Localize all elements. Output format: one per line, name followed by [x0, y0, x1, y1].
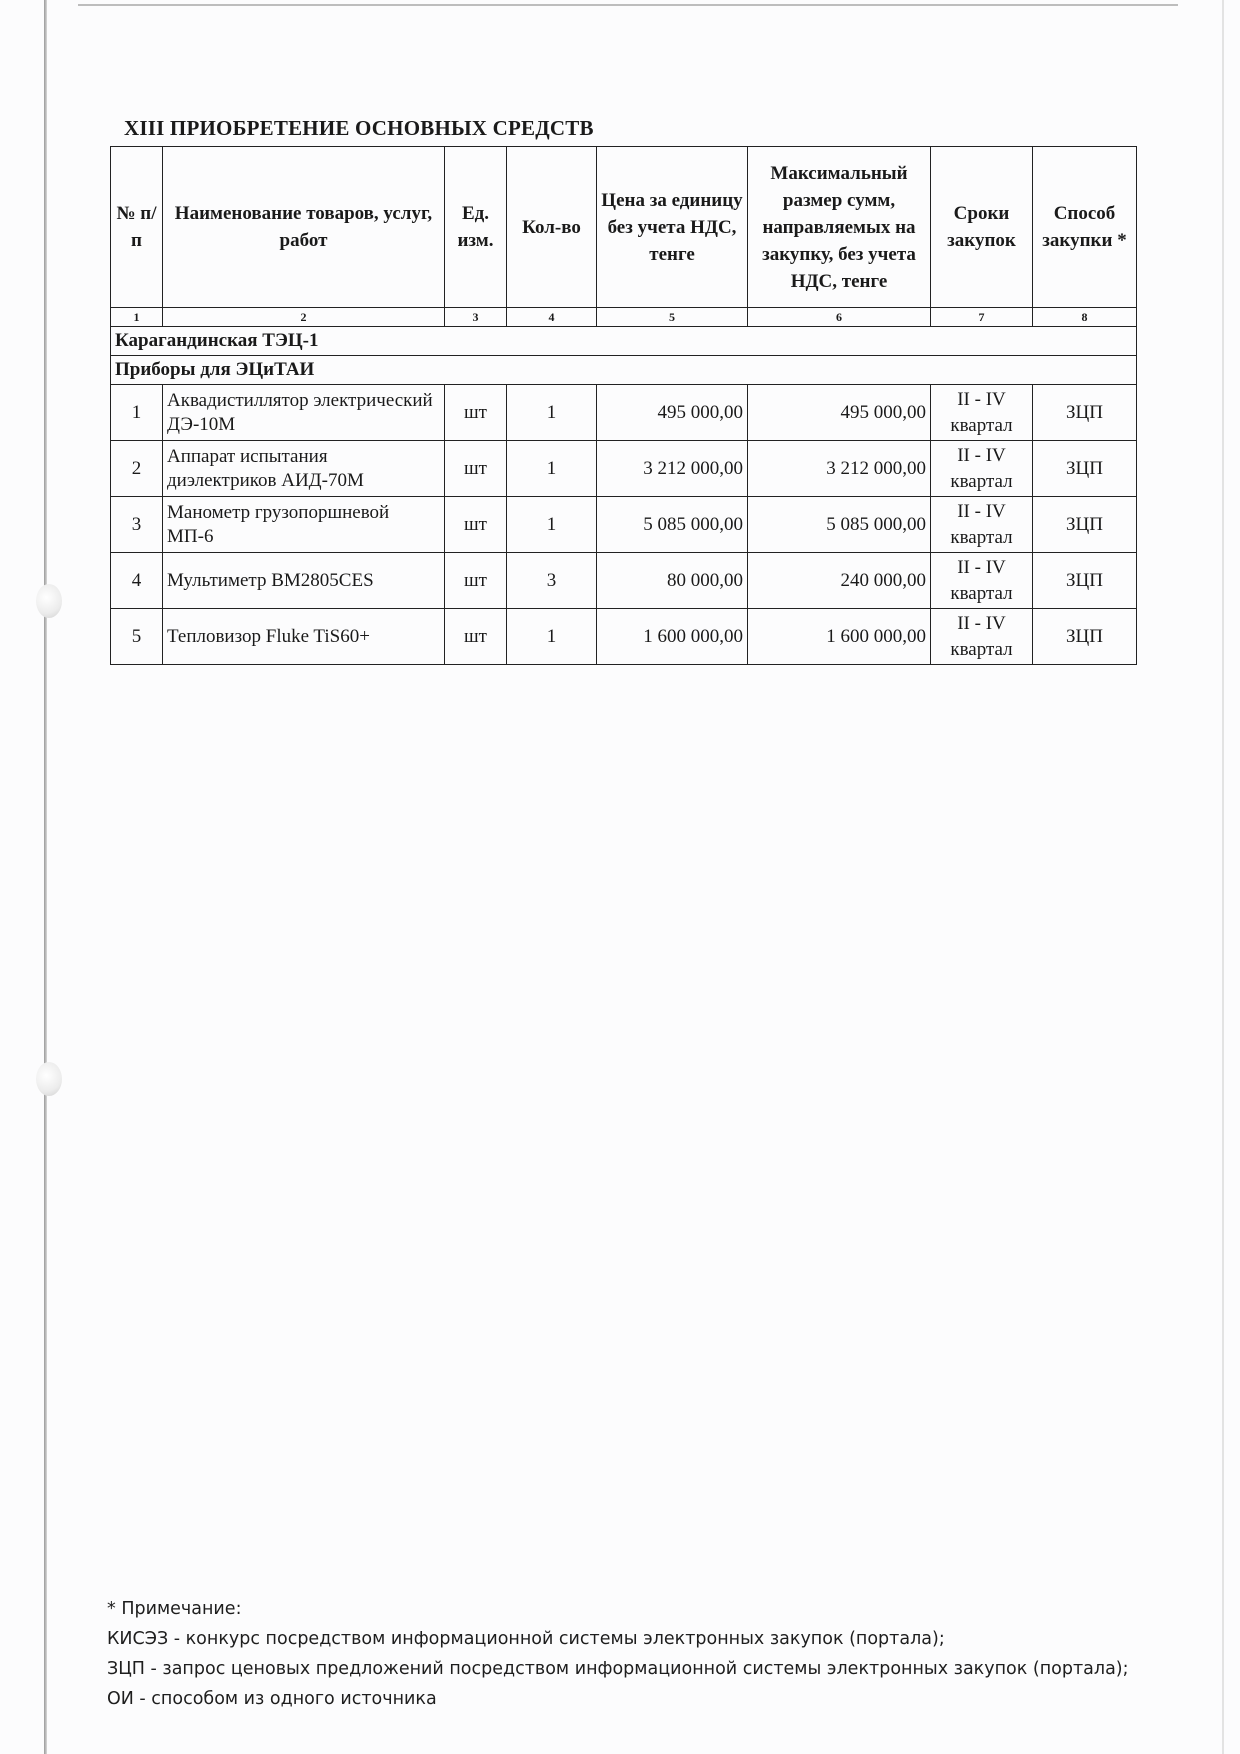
row-unit: шт — [445, 497, 507, 553]
row-number: 2 — [111, 441, 163, 497]
row-unit: шт — [445, 385, 507, 441]
row-unit-price: 80 000,00 — [597, 553, 748, 609]
row-method: ЗЦП — [1033, 385, 1137, 441]
row-quantity: 3 — [507, 553, 597, 609]
row-unit-price: 495 000,00 — [597, 385, 748, 441]
row-unit: шт — [445, 441, 507, 497]
row-name: Мультиметр ВМ2805CES — [163, 553, 445, 609]
row-quantity: 1 — [507, 609, 597, 665]
header-quantity: Кол-во — [507, 147, 597, 308]
scan-right-edge — [1222, 0, 1224, 1754]
header-period: Сроки закупок — [931, 147, 1033, 308]
table-row — [111, 497, 1137, 553]
row-period: II - IV квартал — [931, 553, 1033, 609]
column-number: 5 — [597, 308, 748, 327]
row-number: 5 — [111, 609, 163, 665]
row-period: II - IV квартал — [931, 497, 1033, 553]
row-number: 1 — [111, 385, 163, 441]
header-number: № п/п — [111, 147, 163, 308]
row-unit-price: 5 085 000,00 — [597, 497, 748, 553]
row-max-amount: 240 000,00 — [748, 553, 931, 609]
column-number: 8 — [1033, 308, 1137, 327]
row-name: Манометр грузопоршневой МП-6 — [163, 497, 445, 553]
footnote-heading: * Примечание: — [107, 1599, 242, 1619]
footnote-line-zcp: ЗЦП - запрос ценовых предложений посредством информационной системы электронных закупок (портала); — [107, 1659, 1129, 1679]
column-number: 2 — [163, 308, 445, 327]
footnote — [107, 1594, 1129, 1714]
table-row — [111, 441, 1137, 497]
procurement-table — [110, 146, 1137, 665]
row-method: ЗЦП — [1033, 553, 1137, 609]
row-unit-price: 1 600 000,00 — [597, 609, 748, 665]
header-unit-price: Цена за единицу без учета НДС, тенге — [597, 147, 748, 308]
row-name: Тепловизор Fluke TiS60+ — [163, 609, 445, 665]
table-row — [111, 385, 1137, 441]
header-max-amount: Максимальный размер сумм, направляемых на закупку, без учета НДС, тенге — [748, 147, 931, 308]
row-method: ЗЦП — [1033, 441, 1137, 497]
row-unit-price: 3 212 000,00 — [597, 441, 748, 497]
row-number: 4 — [111, 553, 163, 609]
header-name: Наименование товаров, услуг, работ — [163, 147, 445, 308]
table-row — [111, 609, 1137, 665]
section-label: Карагандинская ТЭЦ-1 — [111, 327, 1137, 356]
header-unit: Ед. изм. — [445, 147, 507, 308]
row-name: Аквадистиллятор электрический ДЭ-10М — [163, 385, 445, 441]
row-method: ЗЦП — [1033, 497, 1137, 553]
column-number-row — [111, 308, 1137, 327]
column-number: 3 — [445, 308, 507, 327]
row-period: II - IV квартал — [931, 441, 1033, 497]
table-row — [111, 553, 1137, 609]
section-row — [111, 327, 1137, 356]
column-number: 4 — [507, 308, 597, 327]
row-quantity: 1 — [507, 441, 597, 497]
row-unit: шт — [445, 553, 507, 609]
column-number: 7 — [931, 308, 1033, 327]
column-number: 1 — [111, 308, 163, 327]
punch-hole-upper — [36, 584, 62, 618]
row-number: 3 — [111, 497, 163, 553]
scan-left-edge — [44, 0, 47, 1754]
column-number: 6 — [748, 308, 931, 327]
scan-top-edge — [78, 4, 1178, 6]
subsection-label: Приборы для ЭЦиТАИ — [111, 356, 1137, 385]
row-quantity: 1 — [507, 497, 597, 553]
row-max-amount: 495 000,00 — [748, 385, 931, 441]
subsection-row — [111, 356, 1137, 385]
row-method: ЗЦП — [1033, 609, 1137, 665]
row-name: Аппарат испытания диэлектриков АИД-70М — [163, 441, 445, 497]
punch-hole-lower — [36, 1062, 62, 1096]
footnote-line-kisez: КИСЭЗ - конкурс посредством информационной системы электронных закупок (портала); — [107, 1629, 945, 1649]
row-max-amount: 3 212 000,00 — [748, 441, 931, 497]
row-unit: шт — [445, 609, 507, 665]
row-quantity: 1 — [507, 385, 597, 441]
header-method: Способ закупки * — [1033, 147, 1137, 308]
footnote-line-oi: ОИ - способом из одного источника — [107, 1689, 437, 1709]
table-header-row — [111, 147, 1137, 308]
row-period: II - IV квартал — [931, 385, 1033, 441]
section-title: XIII ПРИОБРЕТЕНИЕ ОСНОВНЫХ СРЕДСТВ — [124, 116, 594, 140]
row-max-amount: 1 600 000,00 — [748, 609, 931, 665]
row-max-amount: 5 085 000,00 — [748, 497, 931, 553]
row-period: II - IV квартал — [931, 609, 1033, 665]
